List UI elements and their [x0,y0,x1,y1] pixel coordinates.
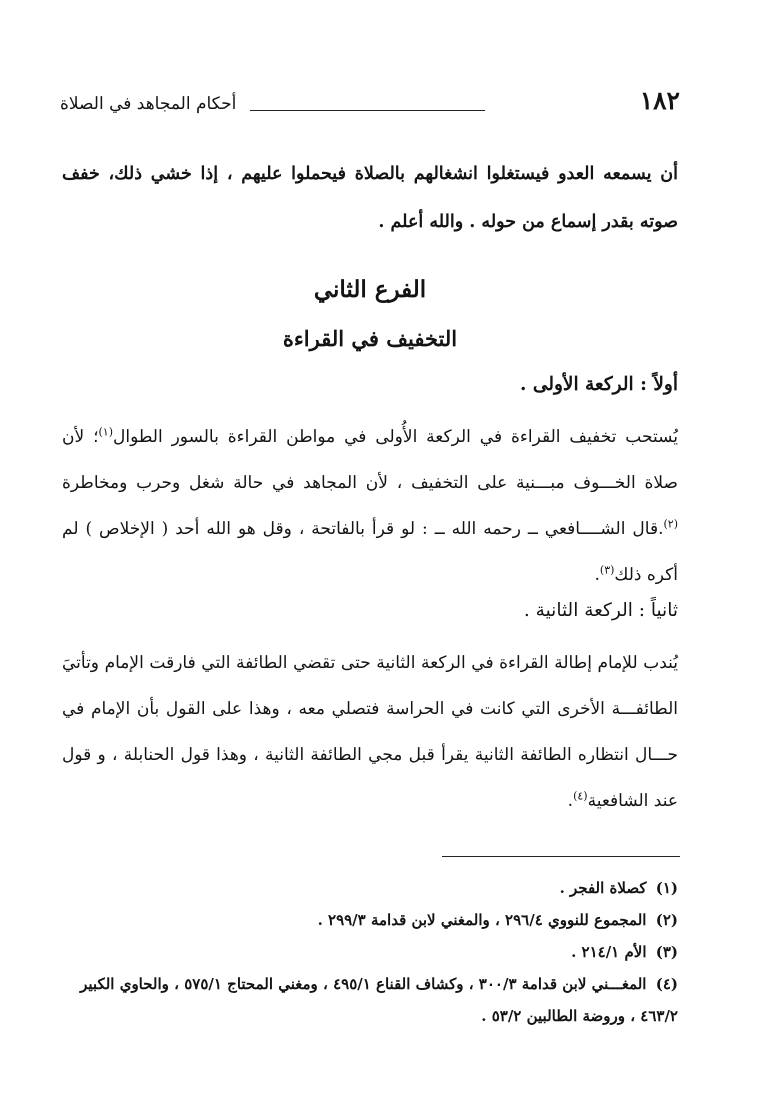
footnote-number: (١) [655,879,678,897]
footnote-ref-1[interactable]: (١) [98,425,113,439]
section-1-title: أولاً : الركعة الأولى . [520,374,678,395]
footnote-ref-4[interactable]: (٤) [573,789,588,803]
section-1-text-a: يُستحب تخفيف القراءة في الركعة الأُولى في مواطن القراءة بالسور الطوال [113,427,678,447]
footnote-number: (٣) [655,943,678,961]
section-2-paragraph [62,640,678,824]
footnote-item [62,936,678,968]
section-1-paragraph [62,414,678,598]
footnote-rule [442,856,680,857]
footnote-item [62,968,678,1032]
footnote-number: (٤) [655,975,678,993]
footnote-text: المغـــني لابن قدامة ٣٠٠/٣ ، وكشاف القناع ٤٩٥/١ ، ومغني المحتاج ٥٧٥/١ ، والحاوي الكبير ٤٦٣/٢ ، وروضة الطالبين ٥٣/٢ . [80,975,678,1025]
footnote-text: المجموع للنووي ٢٩٦/٤ ، والمغني لابن قدامة ٢٩٩/٣ . [317,911,647,929]
page-header [60,84,680,124]
footnote-ref-2[interactable]: (٢) [663,517,678,531]
section-1-text-d: . [594,565,600,585]
footnote-text: كصلاة الفجر . [559,879,647,897]
footnotes [62,872,678,1032]
section-2-text-b: . [567,791,574,811]
section-2-text-a: يُندب للإمام إطالة القراءة في الركعة الثانية حتى تقضي الطائفة التي فارقت الإمام وتأتيَ الطائفـــة الأخرى التي كانت في الحراسة فتصلي معه ، وهذا على القول بأن الإمام في حـــال انتظاره الطائفة الثانية يقرأ قبل مجي الطائفة الثانية ، وهذا قول الحنابلة ، و قول عند الشافعية [62,653,678,811]
footnote-text: الأم ٢١٤/١ . [571,943,647,961]
topic-heading: التخفيف في القراءة [282,326,458,351]
running-title: أحكام المجاهد في الصلاة [60,94,237,114]
footnote-item [62,872,678,904]
branch-heading: الفرع الثاني [313,276,427,303]
footnote-item [62,904,678,936]
page-number: ١٨٢ [639,86,680,115]
footnote-number: (٢) [655,911,678,929]
intro-paragraph: أن يسمعه العدو فيستغلوا انشغالهم بالصلاة فيحملوا عليهم ، إذا خشي ذلك، خفف صوته بقدر إسماع من حوله . والله أعلم . [62,164,678,232]
section-1-text-b: ؛ لأن صلاة الخـــوف مبـــنية على التخفيف ، لأن المجاهد في حالة شغل وحرب ومخاطرة [62,427,678,493]
footnote-ref-3[interactable]: (٣) [599,563,615,577]
section-2-title: ثانياً : الركعة الثانية . [523,600,678,621]
header-rule [250,110,485,111]
section-1-text-c: .قال الشــــافعي ــ رحمه الله ــ : لو قرأ بالفاتحة ، وقل هو الله أحد ( الإخلاص ) لم أكره ذلك [62,519,678,585]
